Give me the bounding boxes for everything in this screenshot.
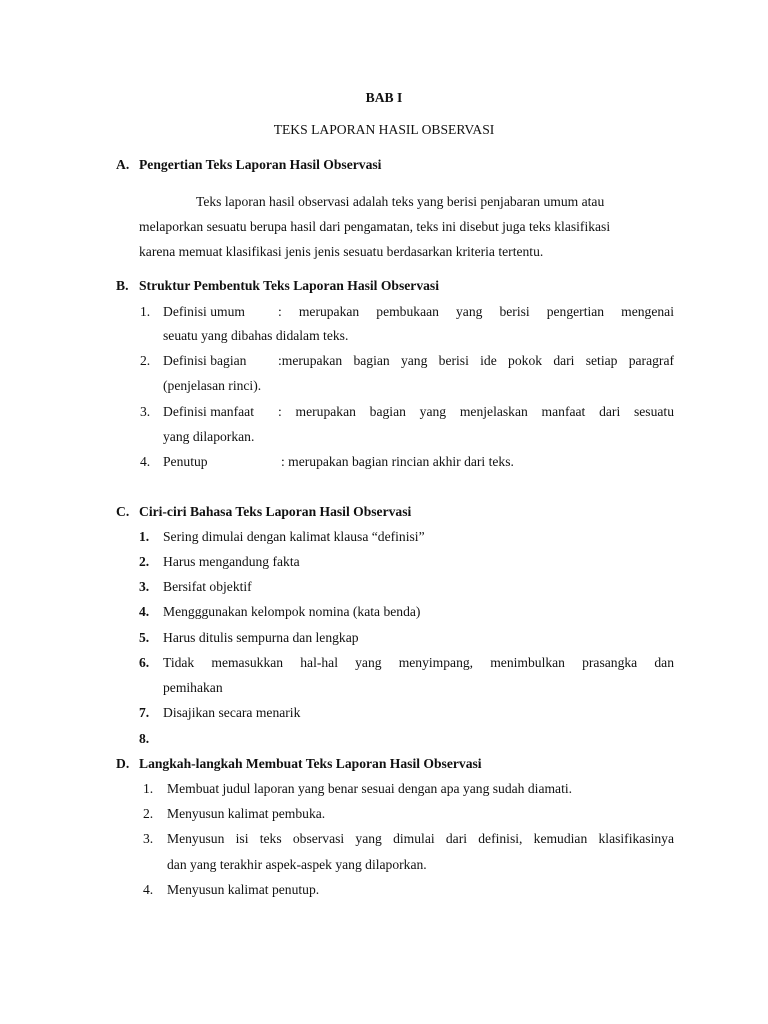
list-number: 3.	[139, 579, 150, 594]
list-number: 1.	[140, 304, 151, 319]
characteristic-item: Tidak memasukkan hal-hal yang menyimpang, menimbulkan prasangka dan	[163, 655, 674, 670]
list-number: 8.	[139, 731, 150, 746]
structure-term: Penutup	[163, 454, 208, 469]
characteristic-item: Bersifat objektif	[163, 579, 252, 594]
structure-description-continued: seuatu yang dibahas didalam teks.	[163, 328, 349, 343]
list-number: 4.	[140, 454, 151, 469]
structure-description: : merupakan bagian yang menjelaskan manfaat dari sesuatu	[278, 404, 674, 419]
structure-description: : merupakan pembukaan yang berisi pengertian mengenai	[278, 304, 674, 319]
characteristic-item: Mengggunakan kelompok nomina (kata benda)	[163, 604, 421, 619]
section-a-paragraph-line: Teks laporan hasil observasi adalah teks yang berisi penjabaran umum atau	[196, 194, 605, 209]
list-number: 3.	[140, 404, 151, 419]
structure-description: :merupakan bagian yang berisi ide pokok dari setiap paragraf	[278, 353, 674, 368]
structure-description-continued: (penjelasan rinci).	[163, 378, 262, 393]
list-number: 1.	[143, 781, 154, 796]
list-number: 1.	[139, 529, 150, 544]
characteristic-item: Disajikan secara menarik	[163, 705, 301, 720]
step-item: Menyusun isi teks observasi yang dimulai dari definisi, kemudian klasifikasinya	[167, 831, 674, 846]
step-item: Membuat judul laporan yang benar sesuai dengan apa yang sudah diamati.	[167, 781, 573, 796]
section-a-letter: A.	[116, 157, 130, 172]
list-number: 3.	[143, 831, 154, 846]
characteristic-item: Harus ditulis sempurna dan lengkap	[163, 630, 359, 645]
step-item: Menyusun kalimat penutup.	[167, 882, 320, 897]
document-title: TEKS LAPORAN HASIL OBSERVASI	[273, 122, 495, 137]
list-number: 7.	[139, 705, 150, 720]
section-a-heading: Pengertian Teks Laporan Hasil Observasi	[139, 157, 382, 172]
structure-term: Definisi umum	[163, 304, 245, 319]
step-item: Menyusun kalimat pembuka.	[167, 806, 326, 821]
list-number: 2.	[140, 353, 151, 368]
section-b-heading: Struktur Pembentuk Teks Laporan Hasil Observasi	[139, 278, 440, 293]
chapter-label: BAB I	[365, 90, 403, 105]
section-b-letter: B.	[116, 278, 129, 293]
list-number: 5.	[139, 630, 150, 645]
list-number: 6.	[139, 655, 150, 670]
section-a-paragraph-line: melaporkan sesuatu berupa hasil dari pengamatan, teks ini disebut juga teks klasifikasi	[139, 219, 611, 234]
section-d-heading: Langkah-langkah Membuat Teks Laporan Hasil Observasi	[139, 756, 482, 771]
section-c-heading: Ciri-ciri Bahasa Teks Laporan Hasil Observasi	[139, 504, 412, 519]
characteristic-item: Sering dimulai dengan kalimat klausa “definisi”	[163, 529, 425, 544]
list-number: 2.	[139, 554, 150, 569]
structure-description-continued: yang dilaporkan.	[163, 429, 255, 444]
section-c-letter: C.	[116, 504, 130, 519]
characteristic-item-continued: pemihakan	[163, 680, 223, 695]
structure-term: Definisi manfaat	[163, 404, 254, 419]
list-number: 2.	[143, 806, 154, 821]
structure-term: Definisi bagian	[163, 353, 247, 368]
list-number: 4.	[139, 604, 150, 619]
section-d-letter: D.	[116, 756, 130, 771]
list-number: 4.	[143, 882, 154, 897]
section-a-paragraph-line: karena memuat klasifikasi jenis jenis sesuatu berdasarkan kriteria tertentu.	[139, 244, 544, 259]
structure-description: : merupakan bagian rincian akhir dari teks.	[281, 454, 514, 469]
characteristic-item: Harus mengandung fakta	[163, 554, 300, 569]
step-item-continued: dan yang terakhir aspek-aspek yang dilaporkan.	[167, 857, 427, 872]
